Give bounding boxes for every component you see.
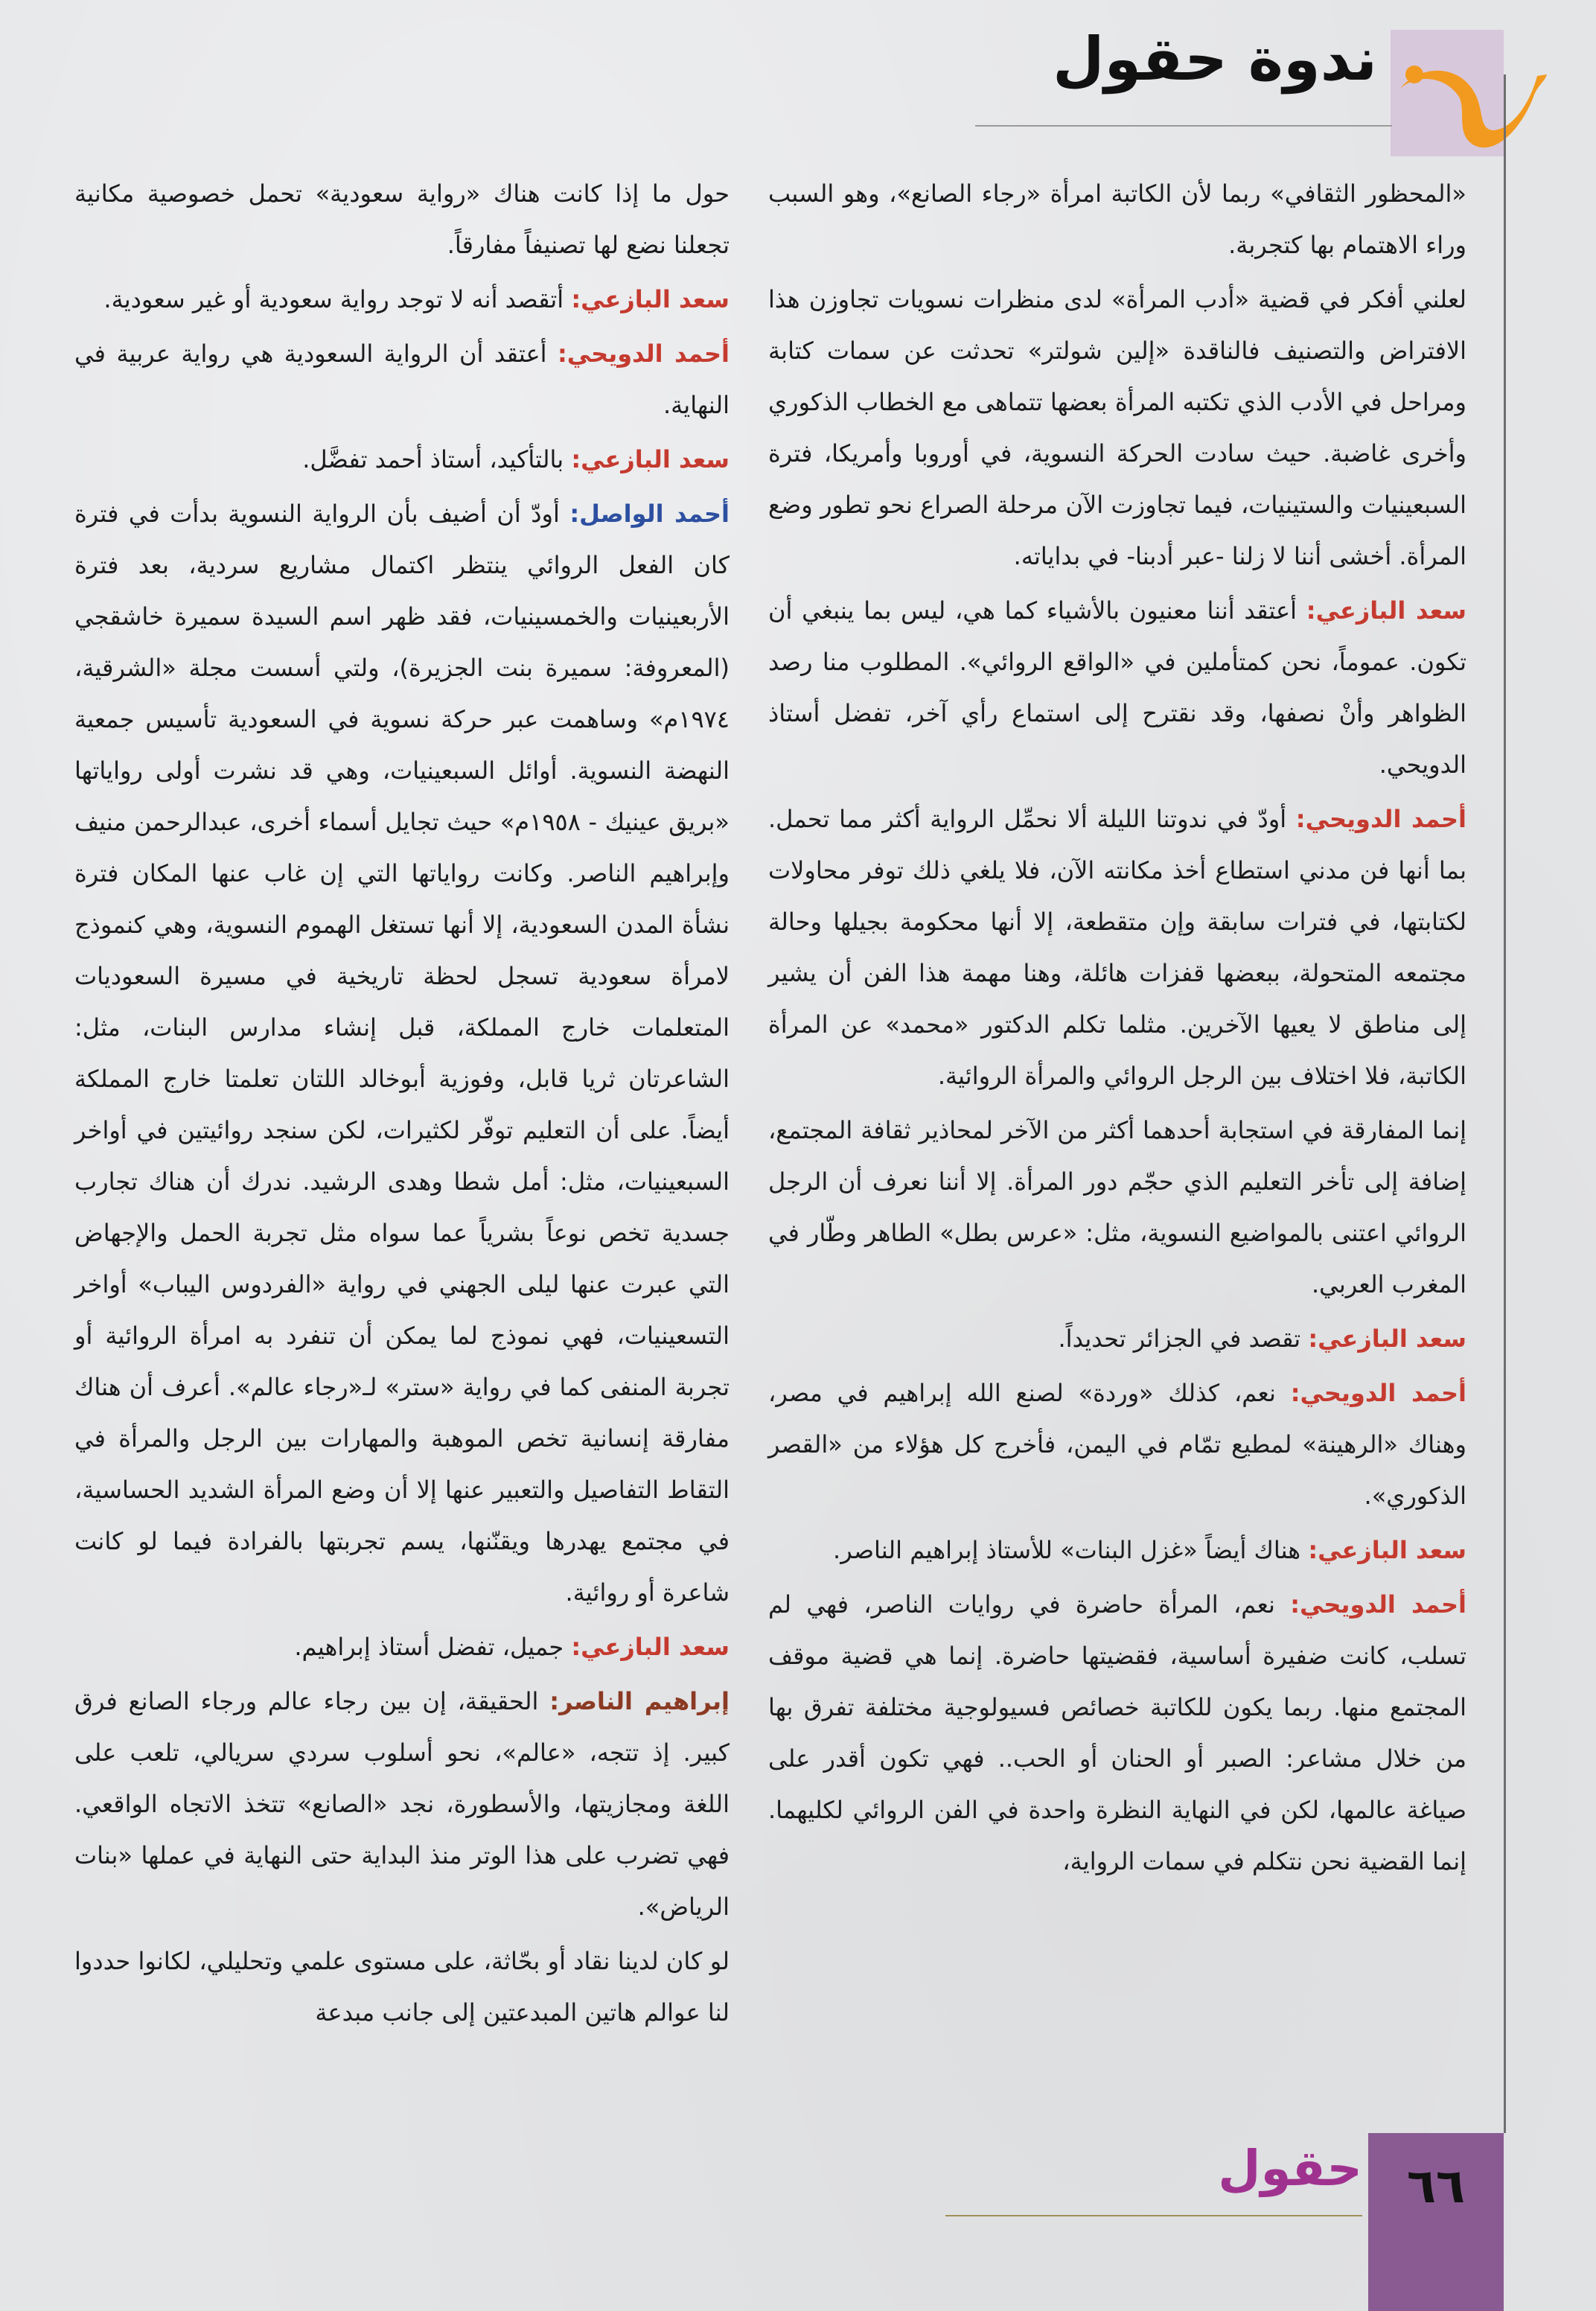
paragraph-text: إنما المفارقة في استجابة أحدهما أكثر من الآخر لمحاذير ثقافة المجتمع، إضافة إلى تأخر التعليم الذي حجّم دور المرأة. إلا أننا نعرف أن الرجل الروائي اعتنى بالمواضيع النسوية، مثل: «عرس بطل» الطاهر وطّار في المغرب العربي. <box>768 1116 1466 1298</box>
paragraph-text: حول ما إذا كانت هناك «رواية سعودية» تحمل خصوصية مكانية تجعلنا نضع لها تصنيفاً مفارقاً. <box>74 179 730 259</box>
speaker-name: إبراهيم الناصر: <box>549 1687 730 1715</box>
paragraph <box>768 274 1466 582</box>
paragraph-text: لعلني أفكر في قضية «أدب المرأة» لدى منظرات نسويات تجاوزن هذا الافتراض والتصنيف فالناقدة «إلين شولتر» تحدثت عن سمات كتابة ومراحل في الأدب الذي تكتبه المرأة بعضها تتماهى مع الخطاب الذكوري وأخرى غاضبة. حيث سادت الحركة النسوية، في أوروبا وأمريكا، فترة السبعينيات والستينيات، فيما تجاوزت الآن مرحلة الصراع نحو تطور وضع المرأة. أخشى أننا لا زلنا -عبر أدبنا- في بداياته. <box>768 285 1466 570</box>
speaker-name: أحمد الدويحي: <box>557 340 730 368</box>
paragraph <box>74 488 730 1619</box>
paragraph <box>768 1105 1466 1310</box>
paragraph <box>74 1676 730 1933</box>
paragraph-text: «المحظور الثقافي» ربما لأن الكاتبة امرأة «رجاء الصانع»، وهو السبب وراء الاهتمام بها كتجربة. <box>768 179 1466 259</box>
section-title: ندوة حقول <box>1053 25 1377 94</box>
paragraph-text: نعم، المرأة حاضرة في روايات الناصر، فهي لم تسلب، كانت ضفيرة أساسية، فقضيتها حاضرة. إنما هي قضية موقف المجتمع منها. ربما يكون للكاتبة خصائص فسيولوجية مختلفة تفرق بها من خلال مشاعر: الصبر أو الحنان أو الحب.. فهي تكون أقدر على صياغة عالمها، لكن في النهاية النظرة واحدة في الفن الروائي لكليهما. إنما القضية نحن نتكلم في سمات الرواية، <box>768 1590 1466 1875</box>
paragraph <box>768 168 1466 271</box>
footer-rule <box>945 2215 1362 2216</box>
speaker-name: سعد البازعي: <box>571 285 730 313</box>
paragraph <box>74 328 730 431</box>
paragraph <box>768 585 1466 791</box>
speaker-name: سعد البازعي: <box>1308 1325 1466 1353</box>
paragraph-text: أودّ أن أضيف بأن الرواية النسوية بدأت في فترة كان الفعل الروائي ينتظر اكتمال مشاريع سردية، بعد فترة الأربعينيات والخمسينيات، فقد ظهر اسم السيدة سميرة خاشقجي (المعروفة: سميرة بنت الجزيرة)، ولتي أسست مجلة «الشرقية، ١٩٧٤م» وساهمت عبر حركة نسوية في السعودية تأسيس جمعية النهضة النسوية. أوائل السبعينيات، وهي قد نشرت أولى رواياتها «بريق عينيك - ١٩٥٨م» حيث تجايل أسماء أخرى، عبدالرحمن منيف وإبراهيم الناصر. وكانت رواياتها التي إن غاب عنها المكان فترة نشأة المدن السعودية، إلا أنها تستغل الهموم النسوية، وهي كنموذج لامرأة سعودية تسجل لحظة تاريخية في مسيرة السعوديات المتعلمات خارج المملكة، قبل إنشاء مدارس البنات، مثل: الشاعرتان ثريا قابل، وفوزية أبوخالد اللتان تعلمتا خارج المملكة أيضاً. على أن التعليم توفّر لكثيرات، لكن سنجد روائيتين في أواخر السبعينيات، مثل: أمل شطا وهدى الرشيد. ندرك أن هناك تجارب جسدية تخص نوعاً بشرياً عما سواه مثل تجربة الحمل والإجهاض التي عبرت عنها ليلى الجهني في رواية «الفردوس اليباب» أواخر التسعينيات، فهي نموذج لما يمكن أن تنفرد به امرأة الروائية أو تجربة المنفى كما في رواية «ستر» لـ«رجاء عالم». أعرف أن هناك مفارقة إنسانية تخص الموهبة والمهارات بين الرجل والمرأة في التقاط التفاصيل والتعبير عنها إلا أن وضع المرأة الشديد الحساسية، في مجتمع يهدرها ويقنّنها، يسم تجربتها بالفرادة فيما لو كانت شاعرة أو روائية. <box>74 500 730 1607</box>
paragraph <box>74 1622 730 1673</box>
paragraph-text: جميل، تفضل أستاذ إبراهيم. <box>294 1633 564 1661</box>
magazine-logo-icon <box>1385 45 1548 171</box>
paragraph-text: لو كان لدينا نقاد أو بحّاثة، على مستوى علمي وتحليلي، لكانوا حددوا لنا عوالم هاتين المبدعتين إلى جانب مبدعة <box>74 1947 730 2027</box>
paragraph <box>768 1579 1466 1887</box>
paragraph-text: أعتقد أننا معنيون بالأشياء كما هي، ليس بما ينبغي أن تكون. عموماً، نحن كمتأملين في «الواقع الروائي». المطلوب منا رصد الظواهر وأنْ نصفها، وقد نقترح إلى استماع رأي آخر، تفضل أستاذ الدويحي. <box>768 596 1466 779</box>
speaker-name: أحمد الدويحي: <box>1290 1379 1467 1407</box>
paragraph-text: نعم، كذلك «وردة» لصنع الله إبراهيم في مصر، وهناك «الرهينة» لمطيع تمّام في اليمن، فأخرج كل هؤلاء من «القصر الذكوري». <box>768 1379 1466 1510</box>
paragraph-text: الحقيقة، إن بين رجاء عالم ورجاء الصانع فرق كبير. إذ تتجه، «عالم»، نحو أسلوب سردي سريالي، تلعب على اللغة ومجازيتها، والأسطورة، نجد «الصانع» تتخذ الاتجاه الواقعي. فهي تضرب على هذا الوتر منذ البداية حتى النهاية في عملها «بنات الرياض». <box>74 1687 730 1921</box>
paragraph-text: أودّ في ندوتنا الليلة ألا نحمِّل الرواية أكثر مما تحمل. بما أنها فن مدني استطاع أخذ مكانته الآن، فلا يلغي ذلك توفر محاولات لكتابتها، في فترات سابقة وإن متقطعة، إلا أنها محكومة بجيلها وحالة مجتمعه المتحولة، ببعضها قفزات هائلة، وهنا مهمة هذا الفن أن يشير إلى مناطق لا يعيها الآخرين. مثلما تكلم الدكتور «محمد» عن المرأة الكاتبة، فلا اختلاف بين الرجل الروائي والمرأة الروائية. <box>768 805 1466 1090</box>
paragraph <box>74 434 730 485</box>
paragraph-text: بالتأكيد، أستاذ أحمد تفضَّل. <box>302 445 564 474</box>
page-number: ٦٦ <box>1406 2159 1466 2214</box>
page-edge-rule <box>1504 74 1506 2133</box>
title-underline <box>975 125 1392 127</box>
paragraph-text: أتقصد أنه لا توجد رواية سعودية أو غير سعودية. <box>103 285 564 313</box>
article-column-right <box>768 168 1466 1890</box>
paragraph-text: تقصد في الجزائر تحديداً. <box>1058 1325 1301 1353</box>
paragraph <box>74 274 730 325</box>
speaker-name: أحمد الدويحي: <box>1290 1590 1466 1619</box>
speaker-name: سعد البازعي: <box>1308 1536 1466 1564</box>
paragraph <box>74 168 730 271</box>
paragraph <box>768 1525 1466 1576</box>
paragraph <box>768 794 1466 1102</box>
speaker-name: أحمد الواصل: <box>569 500 730 528</box>
speaker-name: سعد البازعي: <box>1306 596 1467 625</box>
speaker-name: سعد البازعي: <box>571 1633 730 1661</box>
speaker-name: أحمد الدويحي: <box>1295 805 1467 833</box>
speaker-name: سعد البازعي: <box>571 445 730 474</box>
footer-logo: حقول <box>1218 2140 1362 2197</box>
paragraph <box>74 1936 730 2039</box>
paragraph <box>768 1368 1466 1522</box>
paragraph <box>768 1313 1466 1365</box>
article-column-left <box>74 168 730 2041</box>
paragraph-text: أعتقد أن الرواية السعودية هي رواية عربية في النهاية. <box>74 340 730 419</box>
paragraph-text: هناك أيضاً «غزل البنات» للأستاذ إبراهيم الناصر. <box>833 1536 1301 1564</box>
